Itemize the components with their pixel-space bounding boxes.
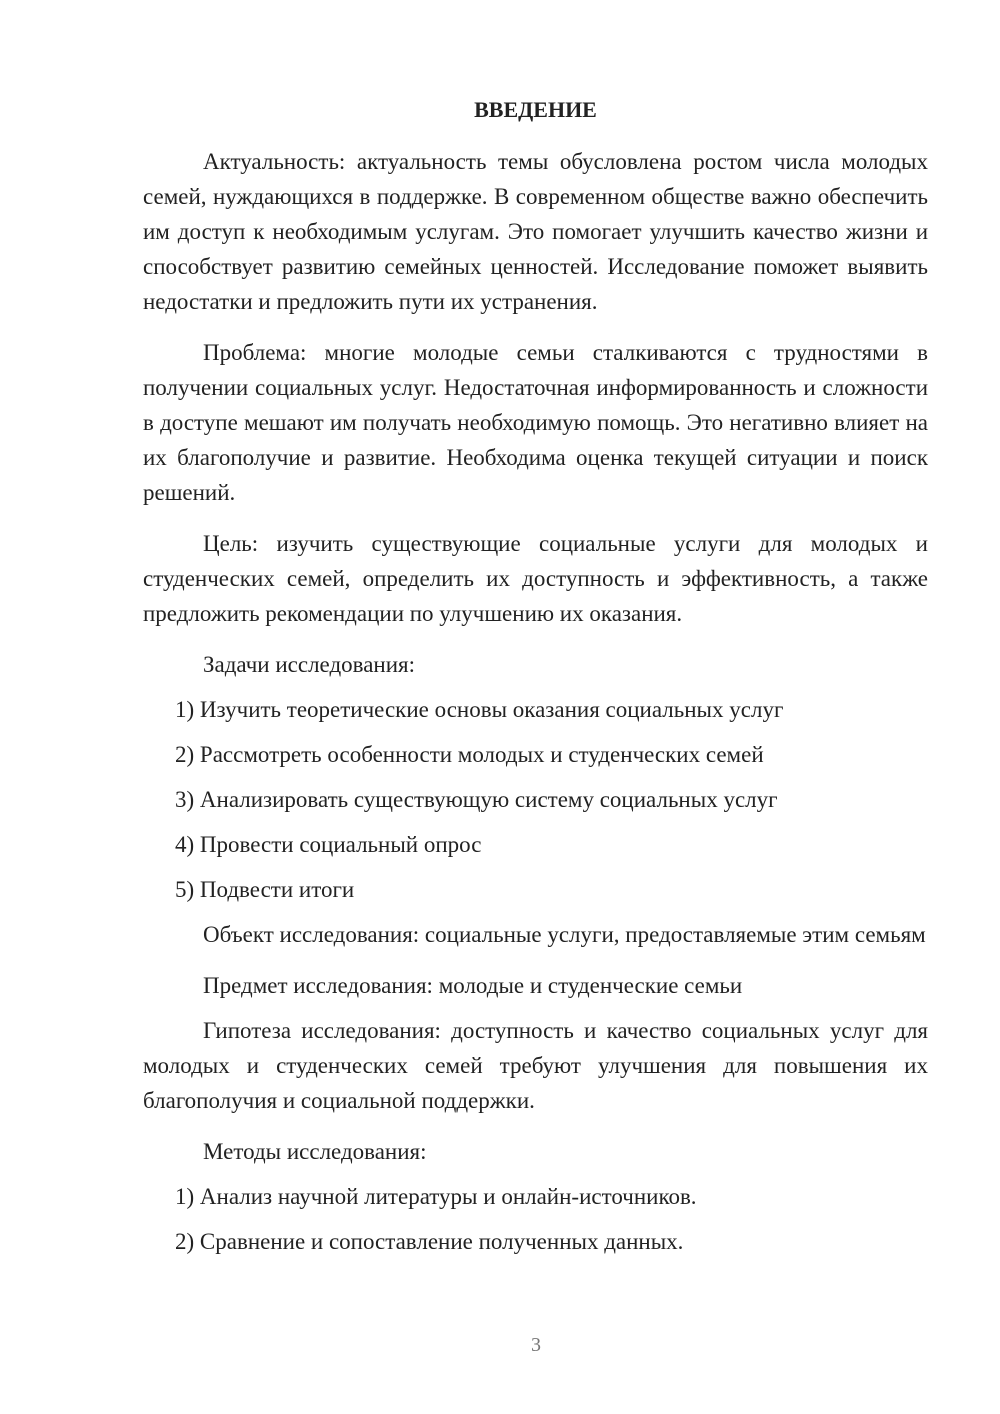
- hypothesis-paragraph: Гипотеза исследования: доступность и качество социальных услуг для молодых и студенческих семей требуют улучшения для повышения их благополучия и социальной поддержки.: [143, 1018, 928, 1113]
- task-item: 3) Анализировать существующую систему социальных услуг: [175, 787, 778, 812]
- method-item: 1) Анализ научной литературы и онлайн-источников.: [175, 1184, 697, 1209]
- page-content: [143, 90, 928, 1269]
- task-item: 4) Провести социальный опрос: [175, 832, 482, 857]
- tasks-heading: Задачи исследования:: [203, 652, 416, 677]
- task-item: 1) Изучить теоретические основы оказания социальных услуг: [175, 697, 784, 722]
- task-item: 5) Подвести итоги: [175, 877, 355, 902]
- page-number: 3: [531, 1334, 541, 1356]
- object-paragraph: Объект исследования: социальные услуги, предоставляемые этим семьям: [203, 922, 926, 947]
- relevance-paragraph: Актуальность: актуальность темы обусловлена ростом числа молодых семей, нуждающихся в поддержке. В современном обществе важно обеспечить им доступ к необходимым услугам. Это помогает улучшить качество жизни и способствует развитию семейных ценностей. Исследование поможет выявить недостатки и предложить пути их устранения.: [143, 149, 928, 314]
- problem-paragraph: Проблема: многие молодые семьи сталкиваются с трудностями в получении социальных услуг. Недостаточная информированность и сложности в доступе мешают им получать необходимую помощь. Это негативно влияет на их благополучие и развитие. Необходима оценка текущей ситуации и поиск решений.: [143, 340, 928, 505]
- section-title: ВВЕДЕНИЕ: [474, 97, 597, 122]
- subject-paragraph: Предмет исследования: молодые и студенческие семьи: [203, 973, 743, 998]
- task-item: 2) Рассмотреть особенности молодых и студенческих семей: [175, 742, 764, 767]
- methods-heading: Методы исследования:: [203, 1139, 427, 1164]
- goal-paragraph: Цель: изучить существующие социальные услуги для молодых и студенческих семей, определить их доступность и эффективность, а также предложить рекомендации по улучшению их оказания.: [143, 531, 928, 626]
- method-item: 2) Сравнение и сопоставление полученных данных.: [175, 1229, 684, 1254]
